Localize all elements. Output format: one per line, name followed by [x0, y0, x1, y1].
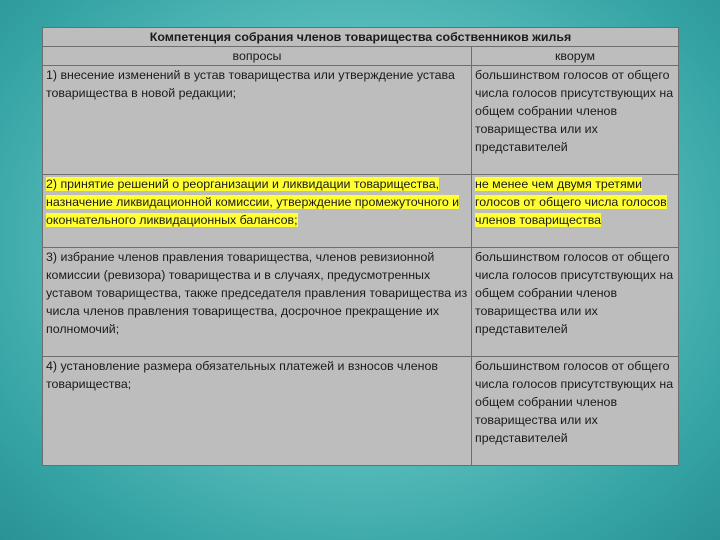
table-row — [43, 357, 679, 466]
quorum-cell — [472, 248, 679, 357]
quorum-text: большинством голосов от общего числа голосов присутствующих на общем собрании членов товарищества или их представителей — [475, 359, 674, 445]
question-text: 4) установление размера обязательных платежей и взносов членов товарищества; — [46, 359, 438, 391]
quorum-text: большинством голосов от общего числа голосов присутствующих на общем собрании членов товарищества или их представителей — [475, 250, 674, 336]
header-row — [43, 47, 679, 66]
question-cell — [43, 175, 472, 248]
question-text-highlighted: 2) принятие решений о реорганизации и ликвидации товарищества, назначение ликвидационной комиссии, утверждение промежуточного и окончательного ликвидационных балансов; — [46, 177, 460, 227]
header-quorum: кворум — [472, 47, 679, 66]
table-row — [43, 175, 679, 248]
quorum-cell — [472, 66, 679, 175]
quorum-cell — [472, 357, 679, 466]
quorum-text-highlighted: не менее чем двумя третями голосов от общего числа голосов членов товарищества — [475, 177, 667, 227]
question-text: 3) избрание членов правления товарищества, членов ревизионной комиссии (ревизора) товарищества и в случаях, предусмотренных уставом товарищества, также председателя правления товарищества из числа членов правления товарищества, досрочное прекращение их полномочий; — [46, 250, 468, 336]
title-row — [43, 28, 679, 47]
table-row — [43, 248, 679, 357]
header-questions: вопросы — [43, 47, 472, 66]
quorum-text: большинством голосов от общего числа голосов присутствующих на общем собрании членов товарищества или их представителей — [475, 68, 674, 154]
table-title: Компетенция собрания членов товарищества собственников жилья — [43, 28, 679, 47]
quorum-cell — [472, 175, 679, 248]
question-cell — [43, 66, 472, 175]
table-row — [43, 66, 679, 175]
competence-table — [42, 27, 679, 466]
question-cell — [43, 248, 472, 357]
question-text: 1) внесение изменений в устав товарищества или утверждение устава товарищества в новой редакции; — [46, 68, 455, 100]
question-cell — [43, 357, 472, 466]
